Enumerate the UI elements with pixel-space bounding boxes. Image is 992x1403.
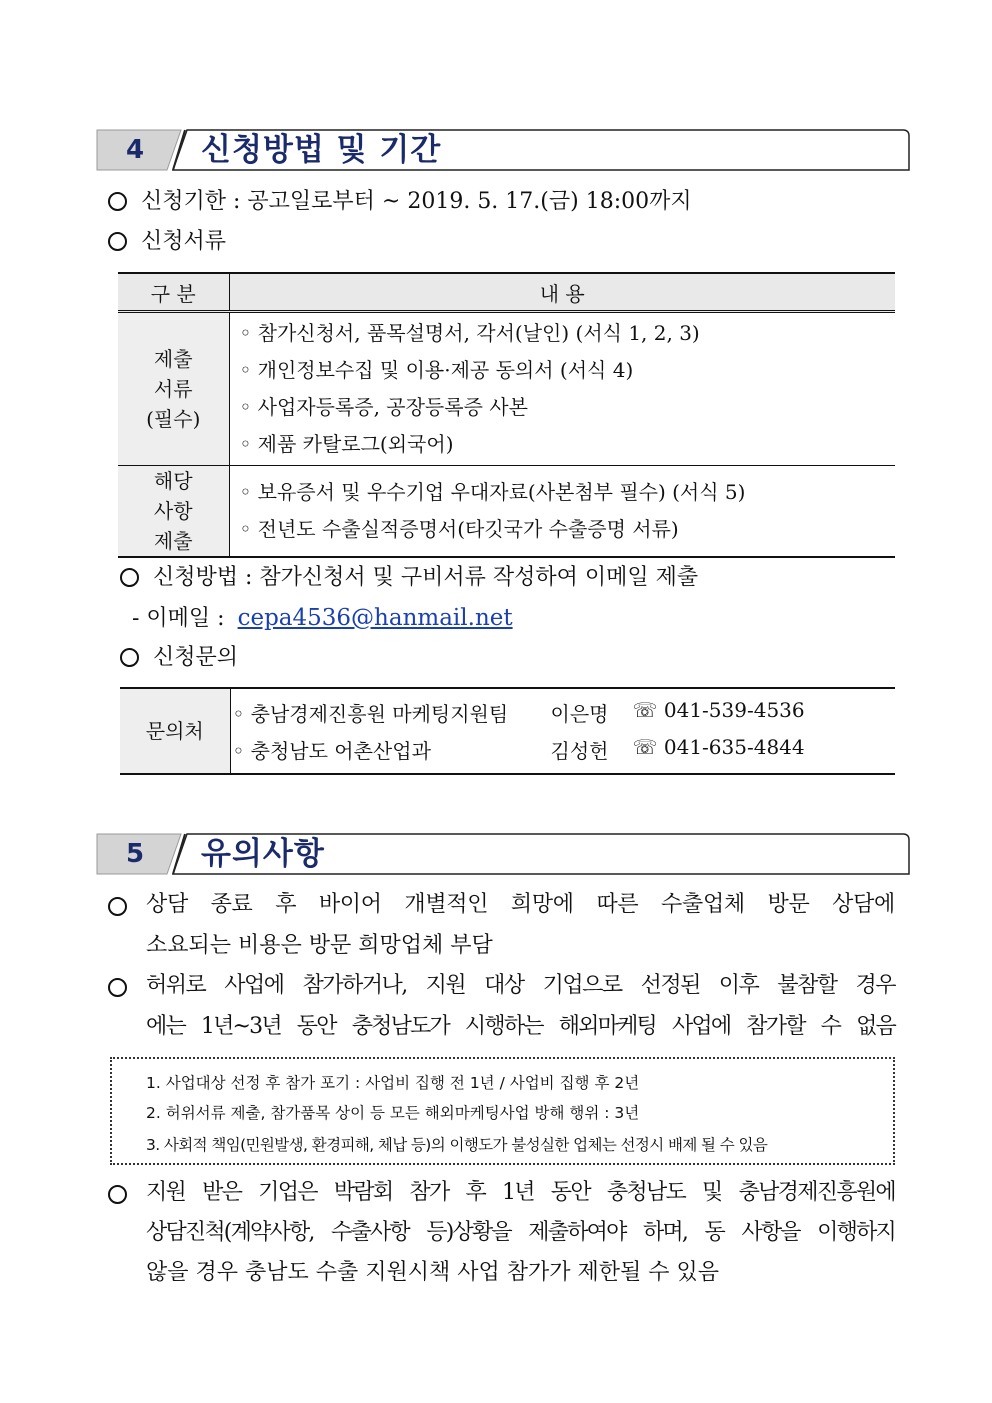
documents-label: 신청서류	[141, 229, 227, 254]
email-line	[132, 603, 513, 634]
table-row	[118, 466, 895, 558]
list-item: ◦ 제품 카탈로그(외국어)	[239, 432, 454, 456]
notice-2-line-1: 허위로 사업에 참가하거나, 지원 대상 기업으로 선정된 이후 불참할 경우	[146, 973, 895, 998]
list-item: ◦ 보유증서 및 우수기업 우대자료(사본첨부 필수) (서식 5)	[239, 480, 746, 504]
row-items	[229, 312, 895, 466]
notice-3-line-1: 지원 받은 기업은 박람회 참가 후 1년 동안 충청남도 및 충남경제진흥원에	[146, 1180, 895, 1205]
table-header-content: 내 용	[229, 273, 895, 312]
section-title: 신청방법 및 기간	[201, 132, 442, 168]
circle-bullet-icon	[108, 1185, 127, 1204]
circle-bullet-icon	[108, 232, 127, 251]
note-line: 2. 허위서류 제출, 참가품목 상이 등 모든 해외마케팅사업 방해 행위 : 3년	[146, 1104, 640, 1122]
deadline-text: 신청기한 : 공고일로부터 ~ 2019. 5. 17.(금) 18:00까지	[141, 189, 692, 214]
notice-3-line-3: 않을 경우 충남도 수출 지원시책 사업 참가가 제한될 수 있음	[146, 1260, 719, 1285]
circle-bullet-icon	[108, 978, 127, 997]
notice-2-line-2: 에는 1년~3년 동안 충청남도가 시행하는 해외마케팅 사업에 참가할 수 없음	[146, 1014, 895, 1039]
contact-name: 김성헌	[550, 739, 609, 763]
email-label: - 이메일 :	[132, 606, 225, 631]
contact-row	[231, 694, 896, 731]
section-number: 5	[125, 839, 145, 869]
documents-table	[118, 272, 895, 558]
notice-3-line-2: 상담진척(계약사항, 수출사항 등)상황을 제출하여야 하며, 동 사항을 이행하지	[146, 1220, 895, 1245]
section-4-header	[95, 128, 911, 172]
inquiry-line	[120, 643, 238, 673]
section-5-header	[95, 832, 911, 876]
contact-table	[120, 687, 895, 775]
email-link[interactable]: cepa4536@hanmail.net	[237, 605, 513, 631]
contact-label: 문의처	[120, 688, 230, 774]
contact-row	[231, 731, 896, 768]
contact-org: ◦ 충남경제진흥원 마케팅지원팀	[232, 702, 509, 726]
row-items	[229, 466, 895, 558]
list-item: ◦ 참가신청서, 품목설명서, 각서(날인) (서식 1, 2, 3)	[239, 321, 700, 345]
documents-line	[108, 227, 226, 257]
circle-bullet-icon	[120, 648, 139, 667]
circle-bullet-icon	[120, 568, 139, 587]
note-line: 1. 사업대상 선정 후 참가 포기 : 사업비 집행 전 1년 / 사업비 집행 후 2년	[146, 1074, 640, 1092]
inquiry-label: 신청문의	[153, 645, 239, 670]
method-text: 신청방법 : 참가신청서 및 구비서류 작성하여 이메일 제출	[153, 565, 699, 590]
note-line: 3. 사회적 책임(민원발생, 환경피해, 체납 등)의 이행도가 불성실한 업체는 선정시 배제 될 수 있음	[146, 1136, 768, 1154]
row-category: 해당 사항 제출	[118, 466, 229, 558]
contact-phone[interactable]: ☏ 041-635-4844	[632, 735, 805, 759]
row-category: 제출 서류 (필수)	[118, 312, 229, 466]
table-row	[118, 312, 895, 466]
method-line	[120, 563, 698, 593]
contact-phone[interactable]: ☏ 041-539-4536	[632, 698, 805, 722]
contact-org: ◦ 충청남도 어촌산업과	[232, 739, 431, 763]
section-number: 4	[125, 135, 145, 165]
contact-rows	[230, 688, 895, 774]
circle-bullet-icon	[108, 897, 127, 916]
table-header-category: 구 분	[118, 273, 229, 312]
list-item: ◦ 전년도 수출실적증명서(타깃국가 수출증명 서류)	[239, 517, 679, 541]
deadline-line	[108, 187, 692, 217]
circle-bullet-icon	[108, 192, 127, 211]
list-item: ◦ 사업자등록증, 공장등록증 사본	[239, 395, 528, 419]
contact-name: 이은명	[550, 702, 609, 726]
notice-1-line-2: 소요되는 비용은 방문 희망업체 부담	[146, 933, 493, 958]
section-title: 유의사항	[201, 836, 325, 872]
list-item: ◦ 개인정보수집 및 이용·제공 동의서 (서식 4)	[239, 358, 634, 382]
penalty-notes-box	[110, 1057, 895, 1165]
notice-1-line-1: 상담 종료 후 바이어 개별적인 희망에 따른 수출업체 방문 상담에	[146, 892, 895, 917]
